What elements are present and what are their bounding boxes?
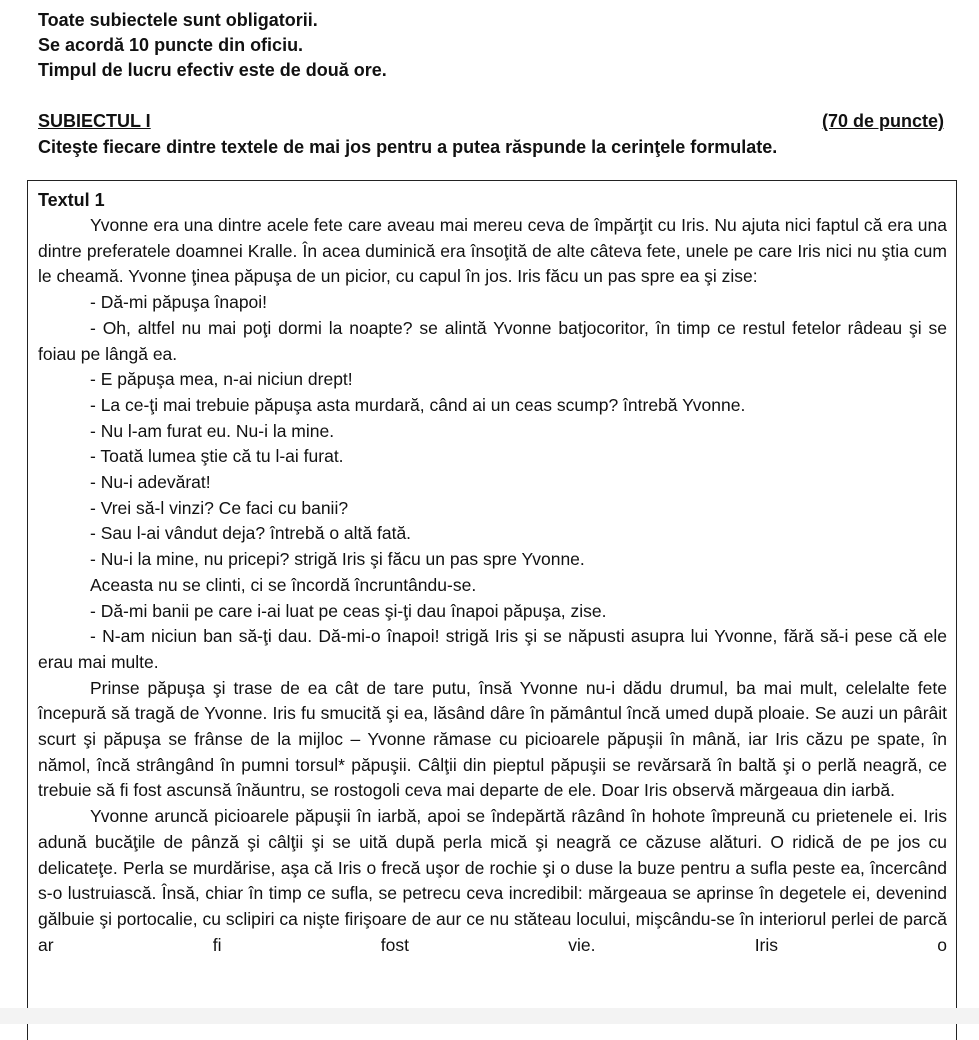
subject-points: (70 de puncte) (821, 111, 944, 131)
paragraph: Prinse păpuşa şi trase de ea cât de tare putu, însă Yvonne nu-i dădu drumul, ba mai mult, celelalte fete începură să tragă de Yvonne. Iris fu smucită şi ea, lăsând dâre în pământul încă umed după ploaie. Se auzi un pârâit scurt şi păpuşa se frânse de la mijloc – Yvonne rămase cu picioarele păpuşii în mână, iar Iris căzu pe spate, în nămol, încă strângând în pumni torsul* păpuşii. Câlţii din pieptul păpuşii se revărsară în baltă şi o perlă neagră, ce trebuie să fi fost ascunsă înăuntru, se rostogoli ceva mai departe de ele. Doar Iris observă mărgeaua din iarbă. (38, 677, 947, 801)
instruction-line-time: Timpul de lucru efectiv este de două ore. (38, 60, 387, 80)
dialogue-line: - Nu l-am furat eu. Nu-i la mine. (90, 420, 335, 441)
dialogue-line: - Vrei să-l vinzi? Ce faci cu banii? (90, 497, 349, 518)
dialogue-line: - E păpuşa mea, n-ai niciun drept! (90, 369, 353, 390)
dialogue-line: - Oh, altfel nu mai poţi dormi la noapte? se alintă Yvonne batjocoritor, în timp ce restul fetelor râdeau şi se foiau pe lângă ea. (38, 317, 947, 364)
dialogue-line: - La ce-ţi mai trebuie păpuşa asta murdară, când ai un ceas scump? întrebă Yvonne. (90, 394, 746, 415)
narration-line: Aceasta nu se clinti, ci se încordă încruntându-se. (90, 574, 477, 595)
subject-title: SUBIECTUL I (38, 111, 151, 131)
paragraph: Yvonne aruncă picioarele păpuşii în iarbă, apoi se îndepărtă râzând în hohote împreună cu prietenele ei. Iris adună bucăţile de pânză şi câlţii şi se uită după perla mică şi neagră ce căzuse alături. O ridică de pe jos cu delicateţe. Perla se murdărise, aşa că Iris o frecă uşor de rochie şi o duse la buze pentru a sufla peste ea, încercând s-o lustruiască. Însă, chiar în timp ce sufla, se petrecu ceva incredibil: mărgeaua se aprinse în degetele ei, devenind gălbuie şi portocalie, cu sclipiri ca nişte firişoare de aur ce nu stăteau locului, mişcându-se în interiorul perlei de parcă ar fi fost vie. Iris o (38, 806, 947, 955)
paragraph: Yvonne era una dintre acele fete care aveau mai mereu ceva de împărţit cu Iris. Nu ajuta nici faptul că era una dintre preferatele doamnei Kralle. În acea duminică era însoţită de alte câteva fete, unele pe care Iris nici nu ştia cum le cheamă. Yvonne ţinea păpuşa de un picior, cu capul în jos. Iris făcu un pas spre ea şi zise: (38, 215, 947, 287)
dialogue-line: - Toată lumea ştie că tu l-ai furat. (90, 446, 344, 467)
instruction-line-points: Se acordă 10 puncte din oficiu. (38, 35, 304, 55)
subject-instruction: Citeşte fiecare dintre textele de mai jos pentru a putea răspunde la cerinţele formulate. (38, 137, 778, 157)
dialogue-line: - Sau l-ai vândut deja? întrebă o altă fată. (90, 523, 412, 544)
instruction-line-mandatory: Toate subiectele sunt obligatorii. (38, 10, 318, 30)
page-bottom-edge (0, 1008, 979, 1024)
dialogue-line: - Dă-mi banii pe care i-ai luat pe ceas şi-ţi dau înapoi păpuşa, zise. (90, 600, 607, 621)
text-title: Textul 1 (38, 190, 105, 210)
dialogue-line: - N-am niciun ban să-ţi dau. Dă-mi-o înapoi! strigă Iris şi se năpusti asupra lui Yvonne, fără să-i pese că ele erau mai multe. (38, 626, 947, 672)
dialogue-line: - Nu-i la mine, nu pricepi? strigă Iris şi făcu un pas spre Yvonne. (90, 549, 585, 570)
dialogue-line: - Nu-i adevărat! (90, 472, 211, 493)
subject-heading (38, 109, 944, 133)
text-body (38, 213, 947, 984)
exam-instructions (38, 8, 948, 83)
dialogue-line: - Dă-mi păpuşa înapoi! (90, 292, 268, 313)
